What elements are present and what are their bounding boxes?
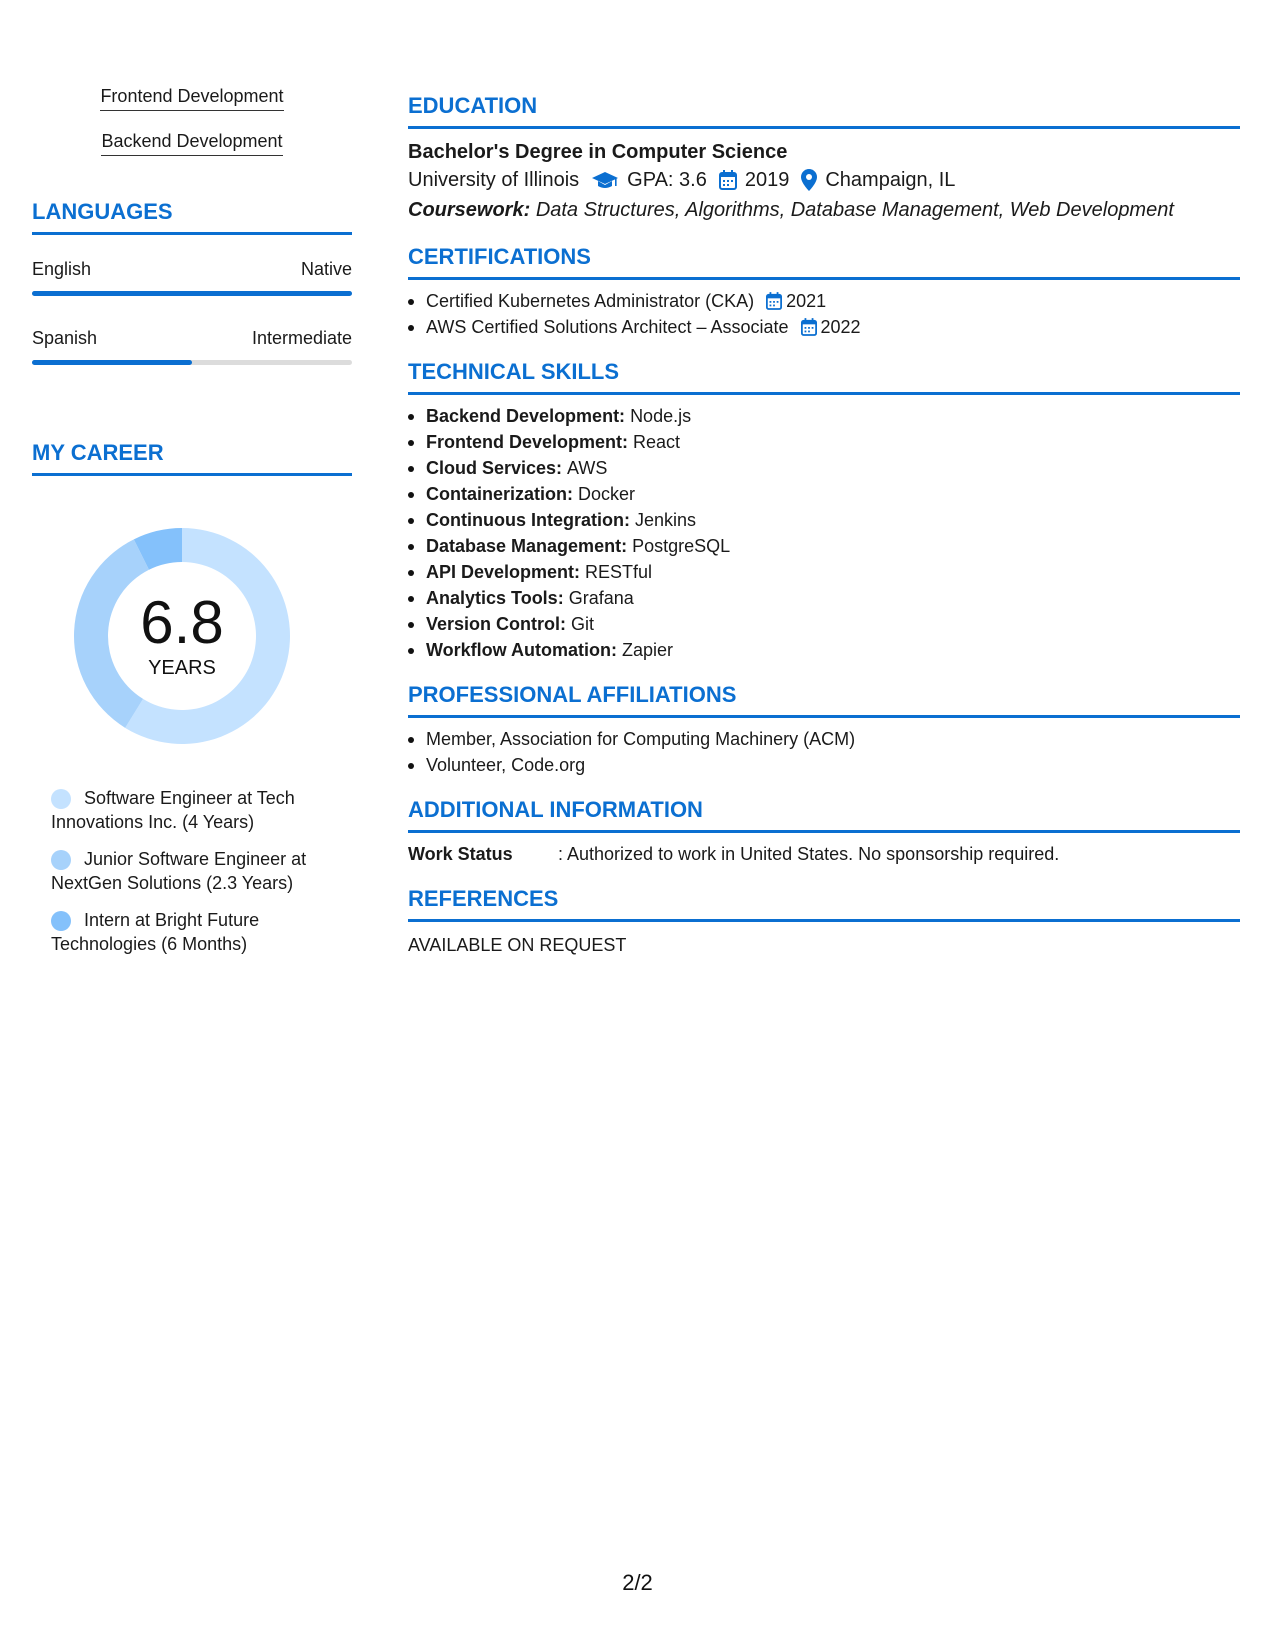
skill-item — [408, 637, 1240, 663]
skill-value: Docker — [578, 484, 636, 504]
career-legend-label: Software Engineer at Tech Innovations Inc. (4 Years) — [51, 788, 295, 832]
skill-value: React — [633, 432, 681, 452]
legend-dot-icon — [51, 850, 71, 870]
additional-info-section — [408, 796, 1240, 867]
skill-value: RESTful — [585, 562, 653, 582]
certification-item — [408, 314, 1240, 340]
skill-item — [408, 429, 1240, 455]
calendar-icon — [719, 170, 737, 190]
graduation-year: 2019 — [744, 169, 790, 191]
language-name: Spanish — [32, 328, 98, 348]
location-pin-icon — [801, 169, 817, 191]
certifications-section — [408, 243, 1240, 340]
certification-year: 2022 — [820, 317, 861, 337]
skills-list — [408, 403, 1240, 663]
legend-dot-icon — [51, 789, 71, 809]
coursework — [408, 195, 1240, 225]
skill-category: Cloud Services: — [426, 458, 563, 478]
language-name: English — [32, 259, 92, 279]
school-name: University of Illinois — [408, 169, 580, 191]
skill-item — [408, 455, 1240, 481]
work-status-value: : Authorized to work in United States. No sponsorship required. — [558, 844, 1060, 864]
references-text: AVAILABLE ON REQUEST — [408, 935, 627, 955]
affiliations-section — [408, 681, 1240, 778]
skill-value: AWS — [567, 458, 608, 478]
career-legend-label: Junior Software Engineer at NextGen Solutions (2.3 Years) — [51, 849, 307, 893]
career-center — [62, 516, 302, 756]
coursework-label: Coursework: — [408, 199, 531, 221]
certification-name: Certified Kubernetes Administrator (CKA) — [426, 291, 755, 311]
skill-value: Grafana — [568, 588, 634, 608]
skill-item — [408, 507, 1240, 533]
work-status-label: Work Status — [408, 844, 513, 864]
skill-value: PostgreSQL — [632, 536, 731, 556]
career-section — [32, 439, 352, 956]
skill-item — [408, 559, 1240, 585]
calendar-icon — [766, 292, 782, 310]
language-bar — [32, 291, 352, 296]
language-bar — [32, 360, 352, 365]
interest-tag: Frontend Development — [100, 84, 283, 111]
career-total: 6.8 — [140, 589, 224, 656]
career-legend-label: Intern at Bright Future Technologies (6 Months) — [51, 910, 260, 954]
certification-year: 2021 — [786, 291, 827, 311]
career-legend — [32, 786, 312, 956]
school-location: Champaign, IL — [825, 169, 956, 191]
skill-category: Version Control: — [426, 614, 567, 634]
right-column — [408, 92, 1240, 976]
language-row — [32, 326, 352, 350]
certification-name: AWS Certified Solutions Architect – Associate — [426, 317, 789, 337]
career-legend-item — [51, 908, 312, 956]
language-bar-fill — [32, 360, 192, 365]
affiliations-heading: PROFESSIONAL AFFILIATIONS — [408, 681, 1240, 718]
skill-category: Database Management: — [426, 536, 628, 556]
skill-item — [408, 481, 1240, 507]
graduation-cap-icon — [591, 170, 619, 190]
skill-category: Backend Development: — [426, 406, 626, 426]
legend-dot-icon — [51, 911, 71, 931]
skill-value: Node.js — [630, 406, 692, 426]
degree-title: Bachelor's Degree in Computer Science — [408, 141, 788, 163]
skill-category: API Development: — [426, 562, 581, 582]
left-column — [32, 84, 352, 969]
career-heading: MY CAREER — [32, 439, 352, 476]
skill-category: Analytics Tools: — [426, 588, 564, 608]
interest-tag: Backend Development — [101, 129, 282, 156]
skill-value: Zapier — [621, 640, 674, 660]
gpa-value: GPA: 3.6 — [627, 169, 707, 191]
career-unit: YEARS — [148, 657, 216, 679]
skill-value: Jenkins — [634, 510, 696, 530]
page-number: 2/2 — [622, 1570, 653, 1595]
certifications-list — [408, 288, 1240, 340]
interest-list — [32, 84, 352, 174]
language-bar-fill — [32, 291, 352, 296]
skills-heading: TECHNICAL SKILLS — [408, 358, 1240, 395]
references-section — [408, 885, 1240, 958]
skills-section — [408, 358, 1240, 663]
education-section — [408, 92, 1240, 225]
additional-info-heading: ADDITIONAL INFORMATION — [408, 796, 1240, 833]
career-donut-chart — [62, 516, 302, 756]
language-level: Native — [300, 259, 352, 279]
skill-item — [408, 611, 1240, 637]
affiliations-list — [408, 726, 1240, 778]
skill-category: Continuous Integration: — [426, 510, 630, 530]
references-heading: REFERENCES — [408, 885, 1240, 922]
calendar-icon — [801, 318, 817, 336]
work-status-row — [408, 841, 1240, 867]
skill-item — [408, 533, 1240, 559]
education-meta — [408, 165, 1240, 195]
skill-category: Workflow Automation: — [426, 640, 617, 660]
affiliation-item: Member, Association for Computing Machinery (ACM) — [408, 726, 1240, 752]
career-legend-item — [51, 847, 312, 895]
affiliation-item: Volunteer, Code.org — [408, 752, 1240, 778]
career-legend-item — [51, 786, 312, 834]
skill-item — [408, 585, 1240, 611]
education-heading: EDUCATION — [408, 92, 1240, 129]
languages-section — [32, 198, 352, 365]
coursework-list: Data Structures, Algorithms, Database Management, Web Development — [535, 199, 1174, 221]
language-row — [32, 257, 352, 281]
skill-category: Containerization: — [426, 484, 573, 504]
certification-item — [408, 288, 1240, 314]
skill-item — [408, 403, 1240, 429]
skill-category: Frontend Development: — [426, 432, 629, 452]
skill-value: Git — [571, 614, 595, 634]
certifications-heading: CERTIFICATIONS — [408, 243, 1240, 280]
languages-heading: LANGUAGES — [32, 198, 352, 235]
language-level: Intermediate — [251, 328, 352, 348]
